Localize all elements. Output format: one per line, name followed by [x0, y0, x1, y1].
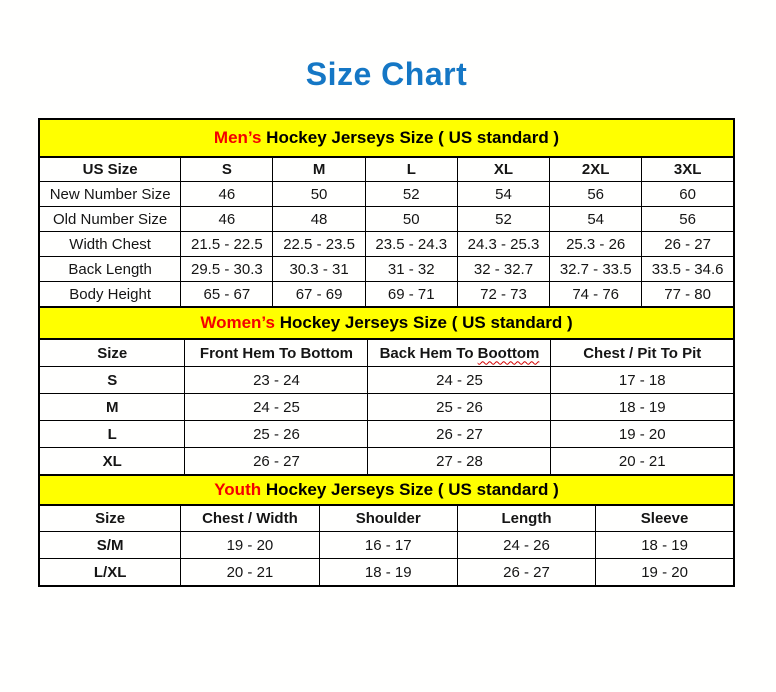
mens-section — [38, 118, 735, 308]
mens-header-highlight: Men’s — [213, 127, 262, 147]
mens-value-cell: 22.5 - 23.5 — [273, 232, 365, 257]
womens-table — [38, 338, 735, 476]
womens-row-label: S — [39, 367, 185, 394]
mens-column-header: M — [273, 157, 365, 182]
mens-column-header: L — [365, 157, 457, 182]
womens-header-band — [38, 306, 735, 340]
womens-value-cell: 23 - 24 — [185, 367, 368, 394]
mens-column-header: 2XL — [550, 157, 642, 182]
womens-value-cell: 25 - 26 — [185, 421, 368, 448]
youth-header-band — [38, 474, 735, 506]
youth-column-header: Length — [457, 505, 595, 532]
mens-value-cell: 77 - 80 — [642, 282, 734, 307]
mens-row-label: New Number Size — [39, 182, 181, 207]
mens-value-cell: 60 — [642, 182, 734, 207]
womens-value-cell: 24 - 25 — [368, 367, 551, 394]
mens-value-cell: 46 — [181, 207, 273, 232]
womens-row-label: XL — [39, 448, 185, 475]
womens-row-label: L — [39, 421, 185, 448]
mens-value-cell: 50 — [273, 182, 365, 207]
mens-value-cell: 54 — [457, 182, 549, 207]
mens-header-text: Hockey Jerseys Size ( US standard ) — [261, 127, 560, 147]
youth-value-cell: 18 - 19 — [319, 559, 457, 586]
mens-value-cell: 56 — [550, 182, 642, 207]
youth-column-header: Sleeve — [596, 505, 734, 532]
mens-table-row — [39, 182, 734, 207]
womens-table-row — [39, 394, 734, 421]
womens-value-cell: 26 - 27 — [368, 421, 551, 448]
womens-value-cell: 20 - 21 — [551, 448, 734, 475]
mens-value-cell: 74 - 76 — [550, 282, 642, 307]
youth-value-cell: 18 - 19 — [596, 532, 734, 559]
womens-value-cell: 25 - 26 — [368, 394, 551, 421]
mens-row-label: Body Height — [39, 282, 181, 307]
womens-value-cell: 17 - 18 — [551, 367, 734, 394]
mens-value-cell: 46 — [181, 182, 273, 207]
youth-row-label: L/XL — [39, 559, 181, 586]
mens-value-cell: 23.5 - 24.3 — [365, 232, 457, 257]
page-title-text: Size Chart — [305, 56, 468, 92]
mens-value-cell: 67 - 69 — [273, 282, 365, 307]
youth-header-highlight: Youth — [214, 479, 262, 499]
womens-table-row — [39, 421, 734, 448]
mens-value-cell: 69 - 71 — [365, 282, 457, 307]
mens-value-cell: 29.5 - 30.3 — [181, 257, 273, 282]
womens-header-highlight: Women’s — [200, 312, 275, 332]
youth-column-header: Shoulder — [319, 505, 457, 532]
mens-table-row — [39, 232, 734, 257]
youth-value-cell: 24 - 26 — [457, 532, 595, 559]
womens-value-cell: 18 - 19 — [551, 394, 734, 421]
mens-column-header: S — [181, 157, 273, 182]
mens-value-cell: 33.5 - 34.6 — [642, 257, 734, 282]
youth-column-header: Chest / Width — [181, 505, 319, 532]
mens-row-label: Back Length — [39, 257, 181, 282]
womens-table-row — [39, 448, 734, 475]
mens-column-header: 3XL — [642, 157, 734, 182]
youth-section — [38, 474, 735, 587]
mens-table — [38, 156, 735, 308]
mens-row-label: Old Number Size — [39, 207, 181, 232]
youth-value-cell: 19 - 20 — [181, 532, 319, 559]
womens-section — [38, 306, 735, 476]
womens-column-header: Chest / Pit To Pit — [551, 339, 734, 367]
mens-column-header: US Size — [39, 157, 181, 182]
mens-value-cell: 32.7 - 33.5 — [550, 257, 642, 282]
size-chart-content — [38, 0, 735, 587]
mens-table-row — [39, 207, 734, 232]
page-title — [38, 56, 735, 93]
size-chart-tables — [38, 118, 735, 587]
mens-table-row — [39, 282, 734, 307]
mens-value-cell: 26 - 27 — [642, 232, 734, 257]
womens-column-header: Back Hem To Boottom — [368, 339, 551, 367]
mens-value-cell: 50 — [365, 207, 457, 232]
womens-value-cell: 27 - 28 — [368, 448, 551, 475]
womens-value-cell: 24 - 25 — [185, 394, 368, 421]
youth-value-cell: 16 - 17 — [319, 532, 457, 559]
youth-table-row — [39, 559, 734, 586]
womens-row-label: M — [39, 394, 185, 421]
womens-header-text: Hockey Jerseys Size ( US standard ) — [274, 312, 573, 332]
womens-column-header: Size — [39, 339, 185, 367]
mens-value-cell: 54 — [550, 207, 642, 232]
mens-value-cell: 72 - 73 — [457, 282, 549, 307]
youth-value-cell: 19 - 20 — [596, 559, 734, 586]
youth-row-label: S/M — [39, 532, 181, 559]
mens-value-cell: 56 — [642, 207, 734, 232]
womens-column-header: Front Hem To Bottom — [185, 339, 368, 367]
mens-value-cell: 21.5 - 22.5 — [181, 232, 273, 257]
womens-value-cell: 26 - 27 — [185, 448, 368, 475]
youth-value-cell: 26 - 27 — [457, 559, 595, 586]
mens-value-cell: 32 - 32.7 — [457, 257, 549, 282]
mens-value-cell: 52 — [365, 182, 457, 207]
youth-value-cell: 20 - 21 — [181, 559, 319, 586]
mens-value-cell: 30.3 - 31 — [273, 257, 365, 282]
youth-table — [38, 504, 735, 587]
mens-table-row — [39, 257, 734, 282]
spellcheck-squiggle: Boottom — [477, 344, 540, 362]
mens-value-cell: 65 - 67 — [181, 282, 273, 307]
womens-value-cell: 19 - 20 — [551, 421, 734, 448]
womens-table-row — [39, 367, 734, 394]
youth-column-header: Size — [39, 505, 181, 532]
mens-value-cell: 48 — [273, 207, 365, 232]
mens-value-cell: 31 - 32 — [365, 257, 457, 282]
mens-value-cell: 25.3 - 26 — [550, 232, 642, 257]
womens-header-row — [39, 339, 734, 367]
mens-header-band — [38, 118, 735, 158]
mens-column-header: XL — [457, 157, 549, 182]
youth-header-text: Hockey Jerseys Size ( US standard ) — [261, 479, 559, 499]
mens-header-row — [39, 157, 734, 182]
mens-row-label: Width Chest — [39, 232, 181, 257]
youth-header-row — [39, 505, 734, 532]
mens-value-cell: 24.3 - 25.3 — [457, 232, 549, 257]
youth-table-row — [39, 532, 734, 559]
mens-value-cell: 52 — [457, 207, 549, 232]
